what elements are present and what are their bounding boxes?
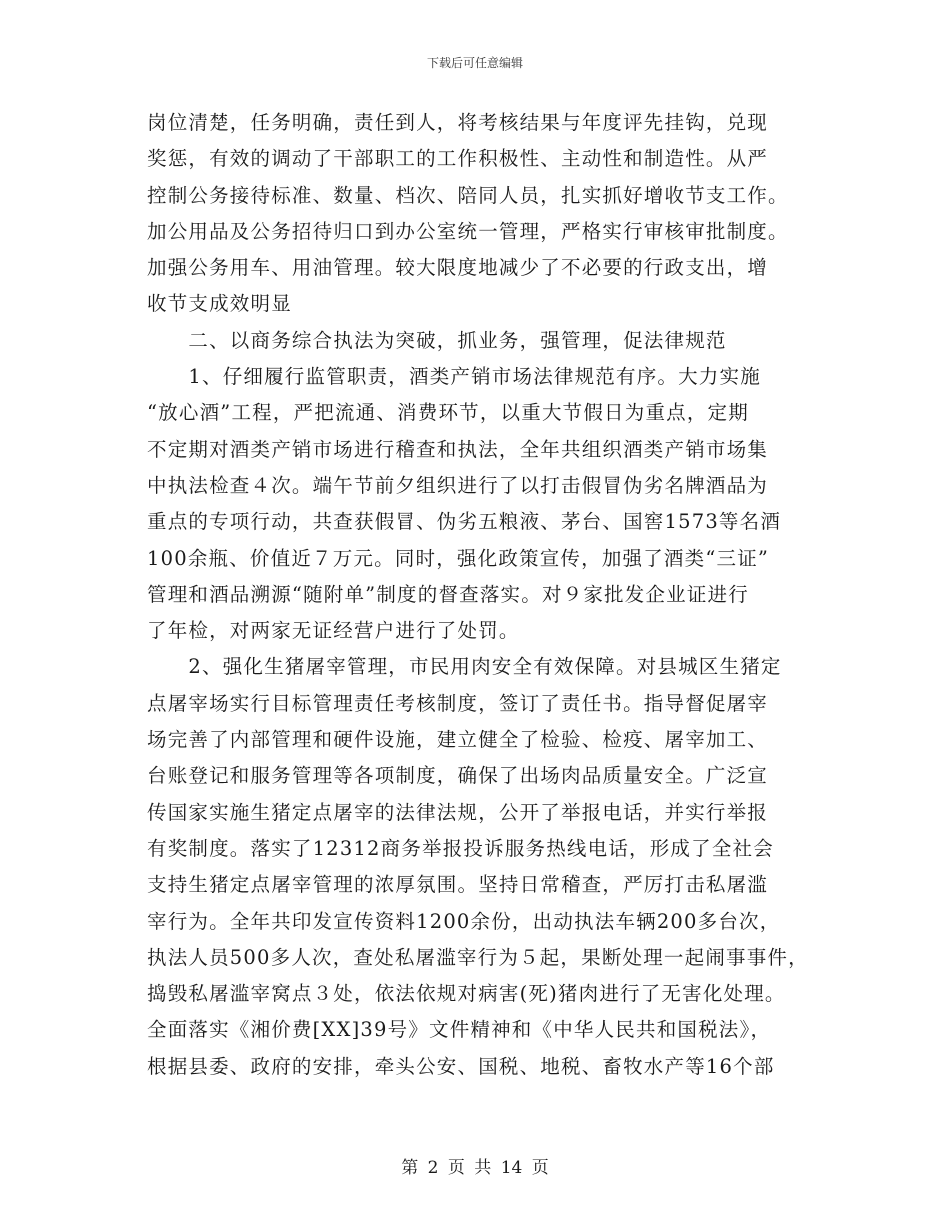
text-line: 重点的专项行动，共查获假冒、伪劣五粮液、茅台、国窖1573等名酒 <box>147 510 782 534</box>
text-line: 台账登记和服务管理等各项制度，确保了出场肉品质量安全。广泛宣 <box>147 764 769 788</box>
text-line: 全面落实《湘价费[XX]39号》文件精神和《中华人民共和国税法》， <box>147 1018 772 1042</box>
text-line: 控制公务接待标准、数量、档次、陪同人员，扎实抓好增收节支工作。 <box>147 183 789 207</box>
text-line: 管理和酒品溯源“随附单”制度的督查落实。对９家批发企业证进行 <box>147 582 749 606</box>
text-line: 捣毁私屠滥宰窝点３处，依法依规对病害(死)猪肉进行了无害化处理。 <box>147 982 786 1006</box>
page-number-footer: 第 2 页 共 14 页 <box>401 1158 549 1178</box>
text-line: 执法人员500多人次，查处私屠滥宰行为５起，果断处理一起闹事事件， <box>147 945 809 969</box>
text-line: 收节支成效明显 <box>147 292 292 316</box>
text-line: 奖惩，有效的调动了干部职工的工作积极性、主动性和制造性。从严 <box>147 147 769 171</box>
text-line: 2、强化生猪屠宰管理，市民用肉安全有效保障。对县城区生猪定 <box>147 655 782 679</box>
text-line: 100余瓶、价值近７万元。同时，强化政策宣传，加强了酒类“三证” <box>147 546 770 570</box>
text-line: 场完善了内部管理和硬件设施，建立健全了检验、检疫、屠宰加工、 <box>147 728 769 752</box>
text-line: 加公用品及公务招待归口到办公室统一管理，严格实行审核审批制度。 <box>147 219 789 243</box>
text-line: 有奖制度。落实了12312商务举报投诉服务热线电话，形成了全社会 <box>147 836 774 860</box>
text-line: 点屠宰场实行目标管理责任考核制度，签订了责任书。指导督促屠宰 <box>147 691 769 715</box>
text-line: 了年检，对两家无证经营户进行了处罚。 <box>147 619 520 643</box>
text-line: 不定期对酒类产销市场进行稽查和执法，全年共组织酒类产销市场集 <box>147 437 769 461</box>
text-line: 根据县委、政府的安排，牵头公安、国税、地税、畜牧水产等16个部 <box>147 1054 775 1078</box>
text-line: 中执法检查４次。端午节前夕组织进行了以打击假冒伪劣名牌酒品为 <box>147 473 769 497</box>
text-line: 1、仔细履行监管职责，酒类产销市场法律规范有序。大力实施 <box>147 365 761 389</box>
document-body <box>147 105 812 1085</box>
text-line: “放心酒”工程，严把流通、消费环节，以重大节假日为重点，定期 <box>147 401 749 425</box>
text-line: 加强公务用车、用油管理。较大限度地减少了不必要的行政支出，增 <box>147 256 769 280</box>
text-line: 支持生猪定点屠宰管理的浓厚氛围。坚持日常稽查，严厉打击私屠滥 <box>147 873 769 897</box>
page-header: 下载后可任意编辑 <box>426 56 523 70</box>
text-line: 传国家实施生猪定点屠宰的法律法规，公开了举报电话，并实行举报 <box>147 800 769 824</box>
section-heading: 二、以商务综合执法为突破，抓业务，强管理，促法律规范 <box>147 328 727 352</box>
text-line: 岗位清楚，任务明确，责任到人，将考核结果与年度评先挂钩，兑现 <box>147 111 769 134</box>
text-line: 宰行为。全年共印发宣传资料1200余份，出动执法车辆200多台次， <box>147 909 781 933</box>
